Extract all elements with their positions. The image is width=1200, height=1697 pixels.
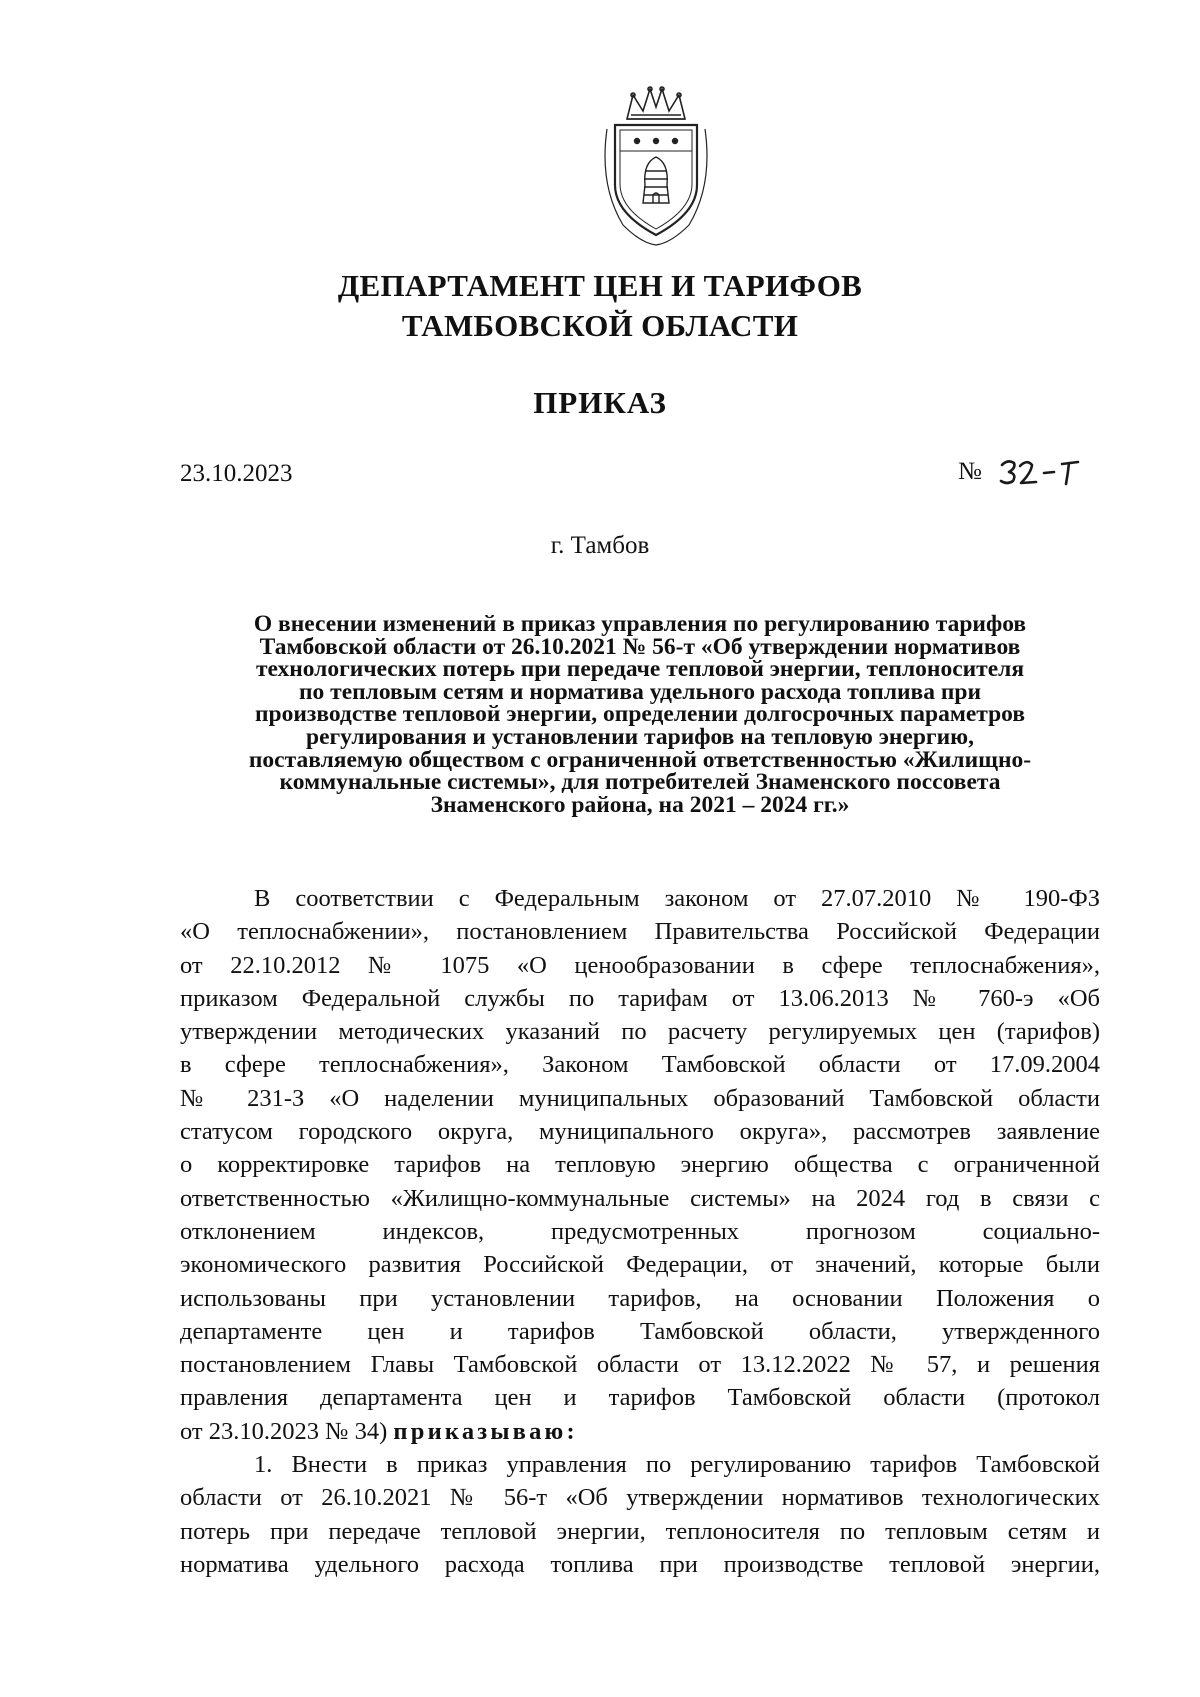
body-line: использованы при установлении тарифов, на основании Положения о: [180, 1284, 1100, 1312]
number-sign: №: [958, 458, 982, 485]
document-city: г. Тамбов: [550, 532, 650, 559]
body-line-final: [180, 1415, 1100, 1448]
body-line: В соответствии с Федеральным законом от 27.07.2010 № 190-ФЗ: [254, 885, 1100, 912]
title-line: по тепловым сетям и норматива удельного расхода топлива при: [298, 678, 982, 705]
title-line: производстве тепловой энергии, определении долгосрочных параметров: [254, 701, 1026, 728]
clause-line: области от 26.10.2021 № 56-т «Об утверждении нормативов технологических: [180, 1484, 1100, 1512]
order-keyword: приказываю:: [393, 1417, 578, 1445]
coat-of-arms-icon: [593, 85, 719, 247]
document-title: [175, 613, 1105, 816]
title-line: регулирования и установлении тарифов на тепловую энергию,: [306, 723, 974, 750]
body-line: экономического развития Российской Федерации, от значений, которые были: [180, 1251, 1100, 1279]
clause-line: 1. Внести в приказ управления по регулированию тарифов Тамбовской: [254, 1451, 1100, 1479]
clause-line: потерь при передаче тепловой энергии, теплоносителя по тепловым сетям и: [180, 1517, 1100, 1545]
body-line: правления департамента цен и тарифов Тамбовской области (протокол: [180, 1384, 1100, 1412]
body-line: ответственностью «Жилищно-коммунальные системы» на 2024 год в связи с: [180, 1184, 1100, 1212]
title-line: Тамбовской области от 26.10.2021 № 56-т «Об утверждении нормативов: [259, 633, 1021, 660]
title-line: коммунальные системы», для потребителей Знаменского поссовета: [279, 769, 1001, 796]
department-name-line-2: ТАМБОВСКОЙ ОБЛАСТИ: [401, 308, 799, 343]
body-line: утверждении методических указаний по расчету регулируемых цен (тарифов): [180, 1018, 1100, 1046]
document-number: [958, 455, 1082, 489]
title-line: технологических потерь при передаче тепловой энергии, теплоносителя: [255, 656, 1025, 683]
body-line: о корректировке тарифов на тепловую энергию общества с ограниченной: [180, 1151, 1100, 1179]
department-name-line-1: ДЕПАРТАМЕНТ ЦЕН И ТАРИФОВ: [337, 268, 863, 303]
body-line: в сфере теплоснабжения», Законом Тамбовской области от 17.09.2004: [180, 1051, 1100, 1079]
clause-line: норматива удельного расхода топлива при производстве тепловой энергии,: [180, 1550, 1100, 1578]
body-line: от 22.10.2012 № 1075 «О ценообразовании в сфере теплоснабжения»,: [180, 951, 1100, 979]
document-type: ПРИКАЗ: [533, 385, 667, 420]
document-date: 23.10.2023: [180, 460, 293, 487]
document-body: [180, 882, 1100, 1581]
body-line-prefix: от 23.10.2023 № 34): [180, 1417, 394, 1445]
body-line: отклонением индексов, предусмотренных прогнозом социально-: [180, 1217, 1100, 1245]
body-line: № 231-З «О наделении муниципальных образований Тамбовской области: [180, 1084, 1100, 1112]
body-line: статусом городского округа, муниципального округа», рассмотрев заявление: [180, 1118, 1100, 1146]
handwritten-number-signature: [996, 455, 1082, 489]
body-line: приказом Федеральной службы по тарифам от 13.06.2013 № 760-э «Об: [180, 984, 1100, 1012]
body-line: постановлением Главы Тамбовской области от 13.12.2022 № 57, и решения: [180, 1351, 1100, 1379]
title-line: Знаменского района, на 2021 – 2024 гг.»: [430, 791, 850, 818]
title-line: О внесении изменений в приказ управления по регулированию тарифов: [253, 611, 1027, 637]
title-line: поставляемую обществом с ограниченной ответственностью «Жилищно-: [248, 746, 1032, 773]
body-line: «О теплоснабжении», постановлением Правительства Российской Федерации: [180, 918, 1100, 946]
body-line: департаменте цен и тарифов Тамбовской области, утвержденного: [180, 1317, 1100, 1345]
